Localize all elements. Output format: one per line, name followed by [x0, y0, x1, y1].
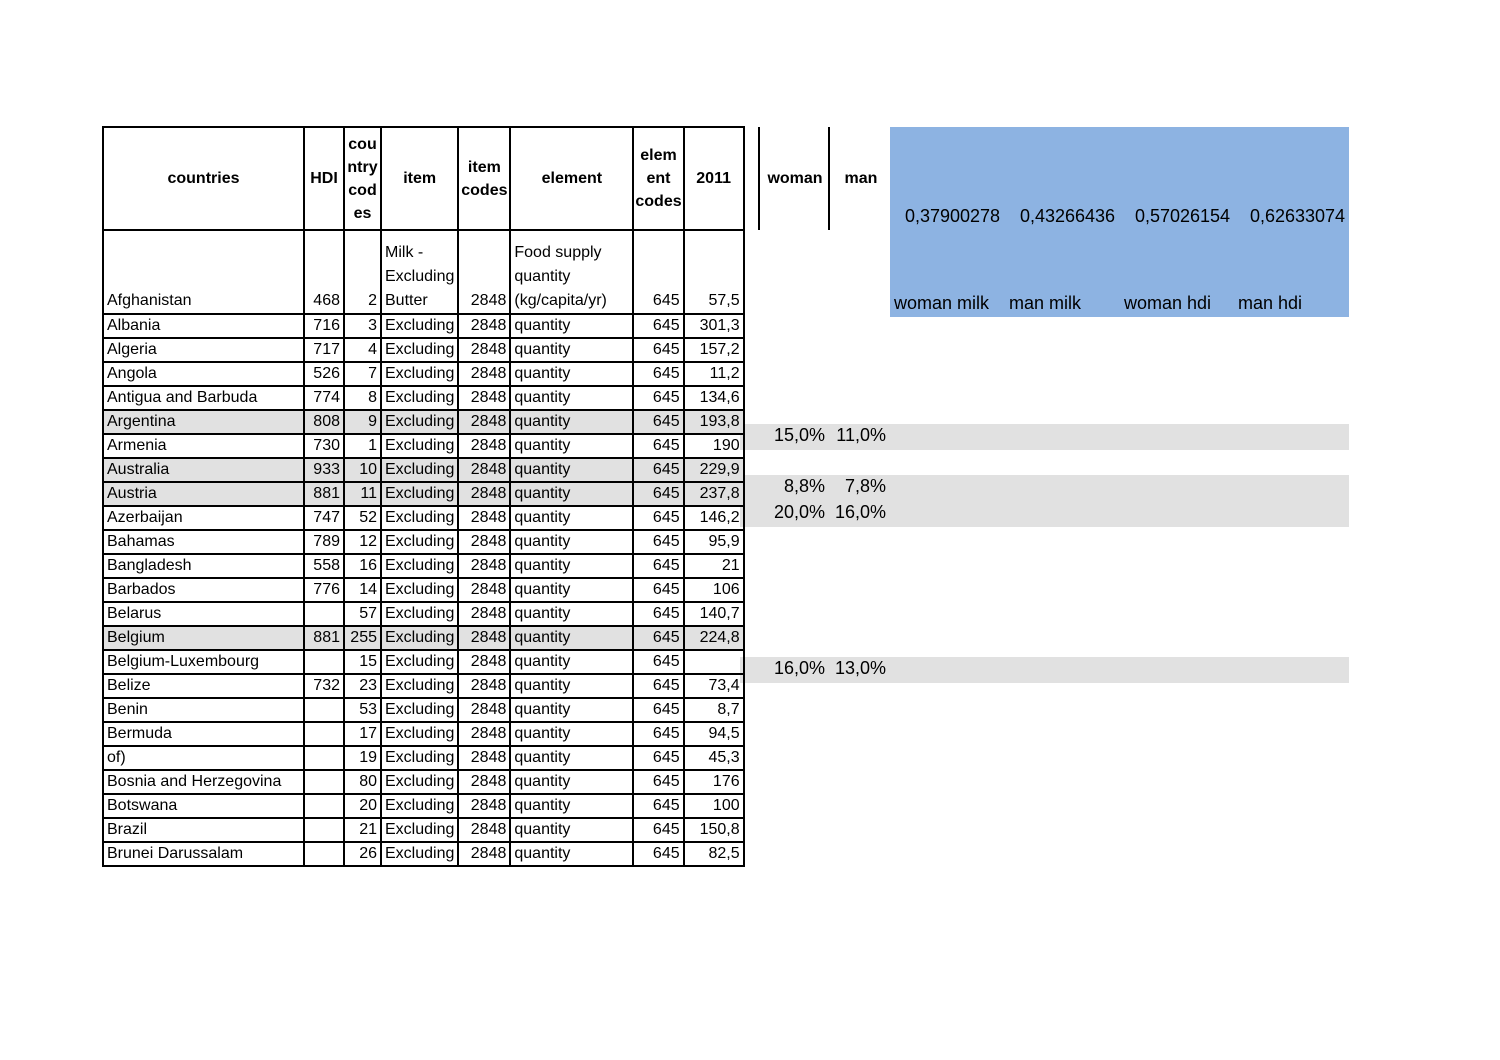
value-2011-cell[interactable]: 224,8	[684, 626, 744, 650]
item-code-cell[interactable]: 2848	[458, 482, 510, 506]
woman-percent[interactable]: 8,8%	[783, 476, 825, 497]
item-code-cell[interactable]: 2848	[458, 842, 510, 866]
table-row	[103, 770, 744, 794]
value-2011-cell[interactable]: 301,3	[684, 314, 744, 338]
country-code-cell[interactable]: 7	[344, 362, 381, 386]
element-codes-header[interactable]: elem ent codes	[633, 127, 683, 230]
country-cell[interactable]: Bosnia and Herzegovina	[103, 770, 304, 794]
element-code-cell[interactable]: 645	[633, 650, 683, 674]
value-2011-cell[interactable]: 229,9	[684, 458, 744, 482]
item-code-cell[interactable]: 2848	[458, 314, 510, 338]
element-cell[interactable]: quantity	[510, 434, 633, 458]
element-cell[interactable]: quantity	[510, 362, 633, 386]
table-row	[103, 386, 744, 410]
value-2011-cell[interactable]: 193,8	[684, 410, 744, 434]
element-code-cell[interactable]: 645	[633, 314, 683, 338]
table-row	[103, 230, 744, 314]
value-2011-cell[interactable]: 237,8	[684, 482, 744, 506]
hdi-cell[interactable]	[304, 794, 344, 818]
item-code-cell[interactable]: 2848	[458, 434, 510, 458]
header-row	[103, 127, 744, 230]
table-row	[103, 338, 744, 362]
woman-header[interactable]: woman	[758, 127, 830, 230]
country-cell[interactable]: Belgium-Luxembourg	[103, 650, 304, 674]
element-cell[interactable]: quantity	[510, 578, 633, 602]
value-2011-cell[interactable]: 146,2	[684, 506, 744, 530]
item-cell[interactable]: Excluding	[381, 818, 458, 842]
element-code-cell[interactable]: 645	[633, 578, 683, 602]
item-cell[interactable]: Excluding	[381, 362, 458, 386]
year-header[interactable]: 2011	[684, 127, 744, 230]
country-cell[interactable]: Antigua and Barbuda	[103, 386, 304, 410]
hdi-cell[interactable]: 747	[304, 506, 344, 530]
item-code-cell[interactable]: 2848	[458, 650, 510, 674]
element-code-cell[interactable]: 645	[633, 794, 683, 818]
table-row	[103, 602, 744, 626]
element-code-cell[interactable]: 645	[633, 386, 683, 410]
item-cell[interactable]: Excluding	[381, 674, 458, 698]
country-cell[interactable]: Algeria	[103, 338, 304, 362]
hdi-cell[interactable]: 468	[304, 230, 344, 314]
country-code-cell[interactable]: 1	[344, 434, 381, 458]
item-code-cell[interactable]: 2848	[458, 386, 510, 410]
element-cell[interactable]: quantity	[510, 842, 633, 866]
country-code-cell[interactable]: 17	[344, 722, 381, 746]
country-cell[interactable]: Botswana	[103, 794, 304, 818]
element-code-cell[interactable]: 645	[633, 674, 683, 698]
table-row	[103, 362, 744, 386]
table-row	[103, 530, 744, 554]
element-cell[interactable]: quantity	[510, 554, 633, 578]
element-code-cell[interactable]: 645	[633, 770, 683, 794]
element-cell[interactable]: quantity	[510, 650, 633, 674]
table-row	[103, 578, 744, 602]
woman-percent[interactable]: 15,0%	[773, 424, 825, 445]
hdi-cell[interactable]	[304, 818, 344, 842]
hdi-cell[interactable]: 732	[304, 674, 344, 698]
hdi-header[interactable]: HDI	[304, 127, 344, 230]
table-row	[103, 554, 744, 578]
corr-man-milk-value[interactable]: 0,43266436	[1019, 206, 1116, 226]
hdi-cell[interactable]: 558	[304, 554, 344, 578]
element-cell[interactable]: quantity	[510, 674, 633, 698]
item-cell[interactable]: Excluding	[381, 338, 458, 362]
woman-percent[interactable]: 20,0%	[773, 502, 825, 523]
item-cell[interactable]: Excluding	[381, 530, 458, 554]
item-cell[interactable]: Excluding	[381, 314, 458, 338]
element-cell[interactable]: quantity	[510, 482, 633, 506]
element-code-cell[interactable]: 645	[633, 434, 683, 458]
item-cell[interactable]: Milk - Excluding Butter	[381, 230, 458, 314]
item-code-cell[interactable]: 2848	[458, 338, 510, 362]
item-code-cell[interactable]: 2848	[458, 794, 510, 818]
item-codes-header[interactable]: item codes	[458, 127, 510, 230]
country-cell[interactable]: Australia	[103, 458, 304, 482]
country-cell[interactable]: Bermuda	[103, 722, 304, 746]
country-cell[interactable]: Afghanistan	[103, 230, 304, 314]
country-code-cell[interactable]: 20	[344, 794, 381, 818]
element-code-cell[interactable]: 645	[633, 506, 683, 530]
value-2011-cell[interactable]: 140,7	[684, 602, 744, 626]
table-row	[103, 626, 744, 650]
element-cell[interactable]: quantity	[510, 818, 633, 842]
hdi-cell[interactable]: 776	[304, 578, 344, 602]
country-cell[interactable]: Angola	[103, 362, 304, 386]
man-percent[interactable]: 7,8%	[844, 476, 886, 497]
element-code-cell[interactable]: 645	[633, 602, 683, 626]
hdi-cell[interactable]	[304, 602, 344, 626]
man-percent[interactable]: 11,0%	[836, 424, 886, 445]
value-2011-cell[interactable]: 157,2	[684, 338, 744, 362]
item-code-cell[interactable]: 2848	[458, 674, 510, 698]
value-2011-cell[interactable]	[684, 650, 744, 674]
hdi-cell[interactable]: 730	[304, 434, 344, 458]
item-cell[interactable]: Excluding	[381, 578, 458, 602]
value-2011-cell[interactable]: 82,5	[684, 842, 744, 866]
item-code-cell[interactable]: 2848	[458, 362, 510, 386]
item-cell[interactable]: Excluding	[381, 794, 458, 818]
item-code-cell[interactable]: 2848	[458, 410, 510, 434]
value-2011-cell[interactable]: 57,5	[684, 230, 744, 314]
country-cell[interactable]: Bangladesh	[103, 554, 304, 578]
table-row	[103, 746, 744, 770]
hdi-cell[interactable]: 526	[304, 362, 344, 386]
item-code-cell[interactable]: 2848	[458, 578, 510, 602]
country-code-cell[interactable]: 255	[344, 626, 381, 650]
item-cell[interactable]: Excluding	[381, 842, 458, 866]
country-code-cell[interactable]: 21	[344, 818, 381, 842]
country-cell[interactable]: Brunei Darussalam	[103, 842, 304, 866]
hdi-cell[interactable]: 881	[304, 626, 344, 650]
table-row	[103, 506, 744, 530]
man-percent[interactable]: 13,0%	[834, 657, 886, 678]
corr-woman-milk-value[interactable]: 0,37900278	[904, 206, 1001, 226]
hdi-cell[interactable]	[304, 722, 344, 746]
item-code-cell[interactable]: 2848	[458, 458, 510, 482]
country-code-cell[interactable]: 52	[344, 506, 381, 530]
table-row	[103, 794, 744, 818]
table-row	[103, 698, 744, 722]
value-2011-cell[interactable]: 190	[684, 434, 744, 458]
element-cell[interactable]: quantity	[510, 722, 633, 746]
element-code-cell[interactable]: 645	[633, 722, 683, 746]
element-code-cell[interactable]: 645	[633, 482, 683, 506]
hdi-cell[interactable]: 789	[304, 530, 344, 554]
element-code-cell[interactable]: 645	[633, 818, 683, 842]
country-code-cell[interactable]: 14	[344, 578, 381, 602]
value-2011-cell[interactable]: 94,5	[684, 722, 744, 746]
country-code-cell[interactable]: 53	[344, 698, 381, 722]
country-code-cell[interactable]: 2	[344, 230, 381, 314]
table-row	[103, 410, 744, 434]
hdi-cell[interactable]: 881	[304, 482, 344, 506]
corr-woman-hdi-label[interactable]: woman hdi	[1124, 293, 1212, 313]
item-cell[interactable]: Excluding	[381, 482, 458, 506]
country-cell[interactable]: Barbados	[103, 578, 304, 602]
value-2011-cell[interactable]: 21	[684, 554, 744, 578]
country-code-cell[interactable]: 16	[344, 554, 381, 578]
value-2011-cell[interactable]: 106	[684, 578, 744, 602]
item-cell[interactable]: Excluding	[381, 506, 458, 530]
country-code-cell[interactable]: 8	[344, 386, 381, 410]
value-2011-cell[interactable]: 45,3	[684, 746, 744, 770]
element-code-cell[interactable]: 645	[633, 554, 683, 578]
element-cell[interactable]: quantity	[510, 458, 633, 482]
value-2011-cell[interactable]: 100	[684, 794, 744, 818]
item-code-cell[interactable]: 2848	[458, 602, 510, 626]
value-2011-cell[interactable]: 8,7	[684, 698, 744, 722]
element-cell[interactable]: quantity	[510, 794, 633, 818]
country-cell[interactable]: of)	[103, 746, 304, 770]
item-code-cell[interactable]: 2848	[458, 698, 510, 722]
man-header[interactable]: man	[828, 127, 892, 230]
value-2011-cell[interactable]: 95,9	[684, 530, 744, 554]
country-cell[interactable]: Austria	[103, 482, 304, 506]
country-cell[interactable]: Bahamas	[103, 530, 304, 554]
element-code-cell[interactable]: 645	[633, 458, 683, 482]
element-code-cell[interactable]: 645	[633, 842, 683, 866]
hdi-cell[interactable]	[304, 698, 344, 722]
item-code-cell[interactable]: 2848	[458, 770, 510, 794]
country-cell[interactable]: Brazil	[103, 818, 304, 842]
corr-man-hdi-value[interactable]: 0,62633074	[1249, 206, 1346, 226]
table-row	[103, 458, 744, 482]
hdi-cell[interactable]: 933	[304, 458, 344, 482]
element-cell[interactable]: quantity	[510, 530, 633, 554]
hdi-cell[interactable]	[304, 650, 344, 674]
item-cell[interactable]: Excluding	[381, 602, 458, 626]
item-cell[interactable]: Excluding	[381, 746, 458, 770]
element-cell[interactable]: quantity	[510, 770, 633, 794]
country-code-cell[interactable]: 57	[344, 602, 381, 626]
item-code-cell[interactable]: 2848	[458, 230, 510, 314]
item-code-cell[interactable]: 2848	[458, 554, 510, 578]
country-cell[interactable]: Belarus	[103, 602, 304, 626]
table-row	[103, 818, 744, 842]
country-code-cell[interactable]: 26	[344, 842, 381, 866]
element-code-cell[interactable]: 645	[633, 698, 683, 722]
country-cell[interactable]: Argentina	[103, 410, 304, 434]
item-code-cell[interactable]: 2848	[458, 530, 510, 554]
element-code-cell[interactable]: 645	[633, 530, 683, 554]
country-code-cell[interactable]: 19	[344, 746, 381, 770]
element-code-cell[interactable]: 645	[633, 362, 683, 386]
table-row	[103, 482, 744, 506]
hdi-cell[interactable]	[304, 746, 344, 770]
corr-woman-hdi-value[interactable]: 0,57026154	[1134, 206, 1231, 226]
country-code-cell[interactable]: 4	[344, 338, 381, 362]
table-row	[103, 722, 744, 746]
country-cell[interactable]: Benin	[103, 698, 304, 722]
woman-percent[interactable]: 16,0%	[773, 657, 825, 678]
item-cell[interactable]: Excluding	[381, 458, 458, 482]
element-cell[interactable]: quantity	[510, 314, 633, 338]
item-cell[interactable]: Excluding	[381, 410, 458, 434]
element-code-cell[interactable]: 645	[633, 230, 683, 314]
country-cell[interactable]: Belgium	[103, 626, 304, 650]
country-codes-header[interactable]: cou ntry cod es	[344, 127, 381, 230]
element-cell[interactable]: quantity	[510, 746, 633, 770]
country-cell[interactable]: Belize	[103, 674, 304, 698]
country-code-cell[interactable]: 9	[344, 410, 381, 434]
item-cell[interactable]: Excluding	[381, 722, 458, 746]
country-code-cell[interactable]: 10	[344, 458, 381, 482]
country-code-cell[interactable]: 23	[344, 674, 381, 698]
item-cell[interactable]: Excluding	[381, 626, 458, 650]
table-row	[103, 434, 744, 458]
element-cell[interactable]: quantity	[510, 386, 633, 410]
item-cell[interactable]: Excluding	[381, 650, 458, 674]
item-cell[interactable]: Excluding	[381, 770, 458, 794]
value-2011-cell[interactable]: 150,8	[684, 818, 744, 842]
item-cell[interactable]: Excluding	[381, 434, 458, 458]
corr-man-hdi-label[interactable]: man hdi	[1238, 293, 1303, 313]
hdi-cell[interactable]	[304, 842, 344, 866]
table-row	[103, 314, 744, 338]
table-row	[103, 842, 744, 866]
element-code-cell[interactable]: 645	[633, 746, 683, 770]
item-header[interactable]: item	[381, 127, 458, 230]
country-cell[interactable]: Albania	[103, 314, 304, 338]
milk-data-table	[102, 126, 745, 867]
country-code-cell[interactable]: 80	[344, 770, 381, 794]
element-cell[interactable]: quantity	[510, 506, 633, 530]
table-row	[103, 674, 744, 698]
item-code-cell[interactable]: 2848	[458, 746, 510, 770]
element-header[interactable]: element	[510, 127, 633, 230]
hdi-cell[interactable]: 774	[304, 386, 344, 410]
element-cell[interactable]: quantity	[510, 338, 633, 362]
element-cell[interactable]: quantity	[510, 698, 633, 722]
hdi-cell[interactable]	[304, 770, 344, 794]
item-code-cell[interactable]: 2848	[458, 722, 510, 746]
element-code-cell[interactable]: 645	[633, 626, 683, 650]
country-code-cell[interactable]: 3	[344, 314, 381, 338]
value-2011-cell[interactable]: 11,2	[684, 362, 744, 386]
value-2011-cell[interactable]: 176	[684, 770, 744, 794]
country-code-cell[interactable]: 15	[344, 650, 381, 674]
item-code-cell[interactable]: 2848	[458, 818, 510, 842]
hdi-cell[interactable]: 717	[304, 338, 344, 362]
element-cell[interactable]: Food supply quantity (kg/capita/yr)	[510, 230, 633, 314]
hdi-cell[interactable]: 716	[304, 314, 344, 338]
country-cell[interactable]: Armenia	[103, 434, 304, 458]
value-2011-cell[interactable]: 134,6	[684, 386, 744, 410]
country-code-cell[interactable]: 12	[344, 530, 381, 554]
value-2011-cell[interactable]: 73,4	[684, 674, 744, 698]
item-code-cell[interactable]: 2848	[458, 626, 510, 650]
item-cell[interactable]: Excluding	[381, 386, 458, 410]
country-cell[interactable]: Azerbaijan	[103, 506, 304, 530]
table-row	[103, 650, 744, 674]
corr-man-milk-label[interactable]: man milk	[1009, 293, 1082, 313]
element-cell[interactable]: quantity	[510, 626, 633, 650]
man-percent[interactable]: 16,0%	[834, 502, 886, 523]
element-cell[interactable]: quantity	[510, 602, 633, 626]
countries-header[interactable]: countries	[103, 127, 304, 230]
hdi-cell[interactable]: 808	[304, 410, 344, 434]
item-cell[interactable]: Excluding	[381, 698, 458, 722]
element-code-cell[interactable]: 645	[633, 338, 683, 362]
item-code-cell[interactable]: 2848	[458, 506, 510, 530]
element-cell[interactable]: quantity	[510, 410, 633, 434]
country-code-cell[interactable]: 11	[344, 482, 381, 506]
item-cell[interactable]: Excluding	[381, 554, 458, 578]
element-code-cell[interactable]: 645	[633, 410, 683, 434]
corr-woman-milk-label[interactable]: woman milk	[894, 293, 990, 313]
